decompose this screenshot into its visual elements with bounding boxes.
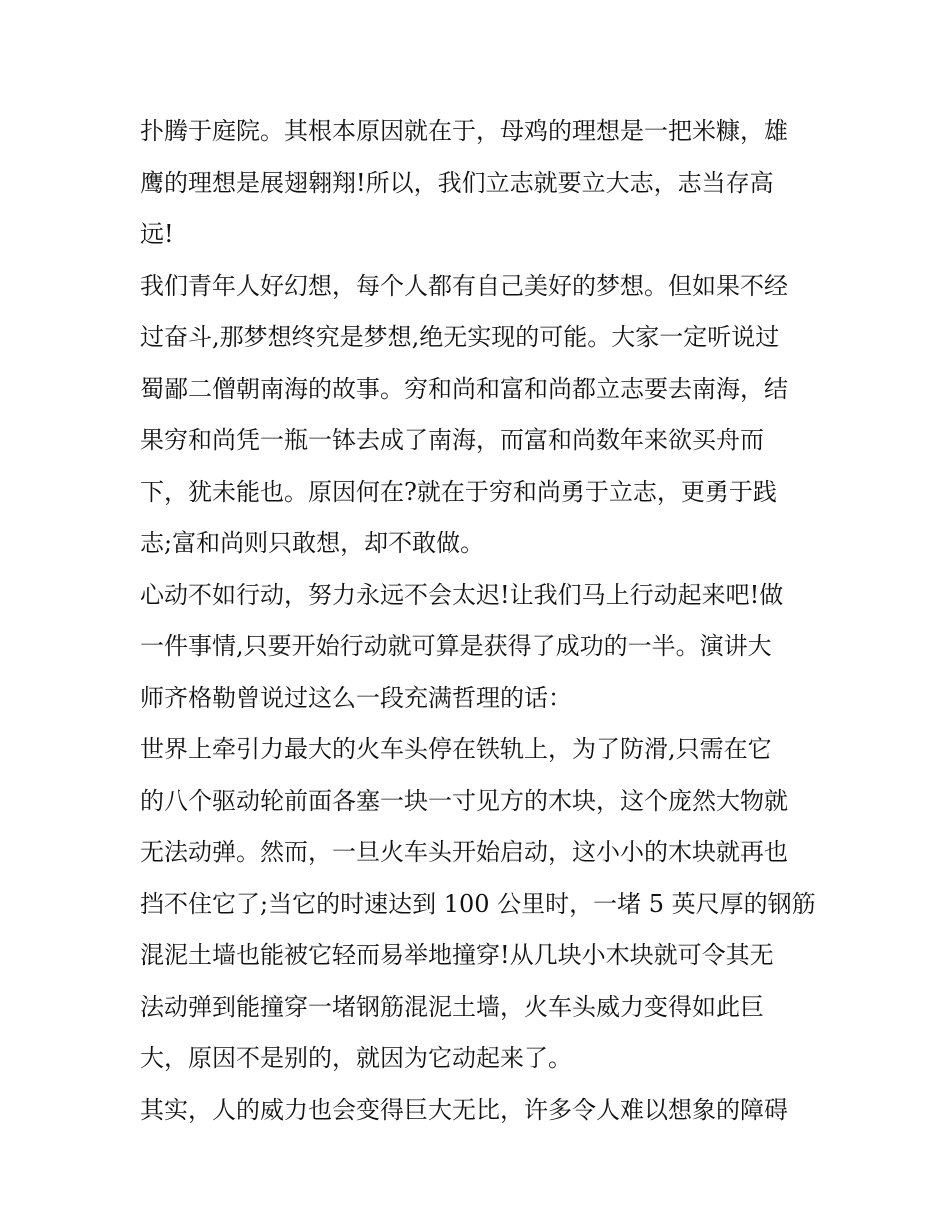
text-line: 扑腾于庭院。其根本原因就在于，母鸡的理想是一把米糠，雄 — [140, 117, 788, 145]
text-line: 过奋斗,那梦想终究是梦想,绝无实现的可能。大家一定听说过 — [140, 323, 780, 351]
text-line: 的八个驱动轮前面各塞一块一寸见方的木块，这个庞然大物就 — [140, 786, 788, 815]
text-line: 下，犹未能也。原因何在?就在于穷和尚勇于立志，更勇于践 — [140, 477, 777, 506]
text-line: 混泥土墙也能被它轻而易举地撞穿!从几块小木块就可令其无 — [140, 941, 774, 969]
body-text — [140, 106, 820, 1136]
text-line: 心动不如行动，努力永远不会太迟!让我们马上行动起来吧!做 — [140, 580, 784, 609]
text-line: 果穷和尚凭一瓶一钵去成了南海，而富和尚数年来欲买舟而 — [140, 426, 764, 454]
text-line: 我们青年人好幻想，每个人都有自己美好的梦想。但如果不经 — [140, 271, 788, 300]
text-line: 远! — [140, 220, 174, 248]
text-line: 蜀鄙二僧朝南海的故事。穷和尚和富和尚都立志要去南海，结 — [140, 374, 788, 403]
text-line: 一件事情,只要开始行动就可算是获得了成功的一半。演讲大 — [140, 632, 772, 660]
text-line: 鹰的理想是展翅翱翔!所以，我们立志就要立大志，志当存高 — [140, 168, 774, 197]
text-line: 挡不住它了;当它的时速达到 100 公里时，一堵 5 英尺厚的钢筋 — [140, 889, 816, 918]
text-line: 世界上牵引力最大的火车头停在铁轨上，为了防滑,只需在它 — [140, 735, 772, 763]
text-line: 其实，人的威力也会变得巨大无比，许多令人难以想象的障碍 — [140, 1095, 788, 1124]
text-line: 无法动弹。然而，一旦火车头开始启动，这小小的木块就再也 — [140, 838, 788, 866]
text-line: 法动弹到能撞穿一堵钢筋混泥土墙，火车头威力变得如此巨 — [140, 992, 764, 1021]
text-line: 志;富和尚则只敢想，却不敢做。 — [140, 529, 485, 557]
text-line: 师齐格勒曾说过这么一段充满哲理的话： — [140, 683, 572, 712]
text-line: 大，原因不是别的，就因为它动起来了。 — [140, 1044, 572, 1072]
